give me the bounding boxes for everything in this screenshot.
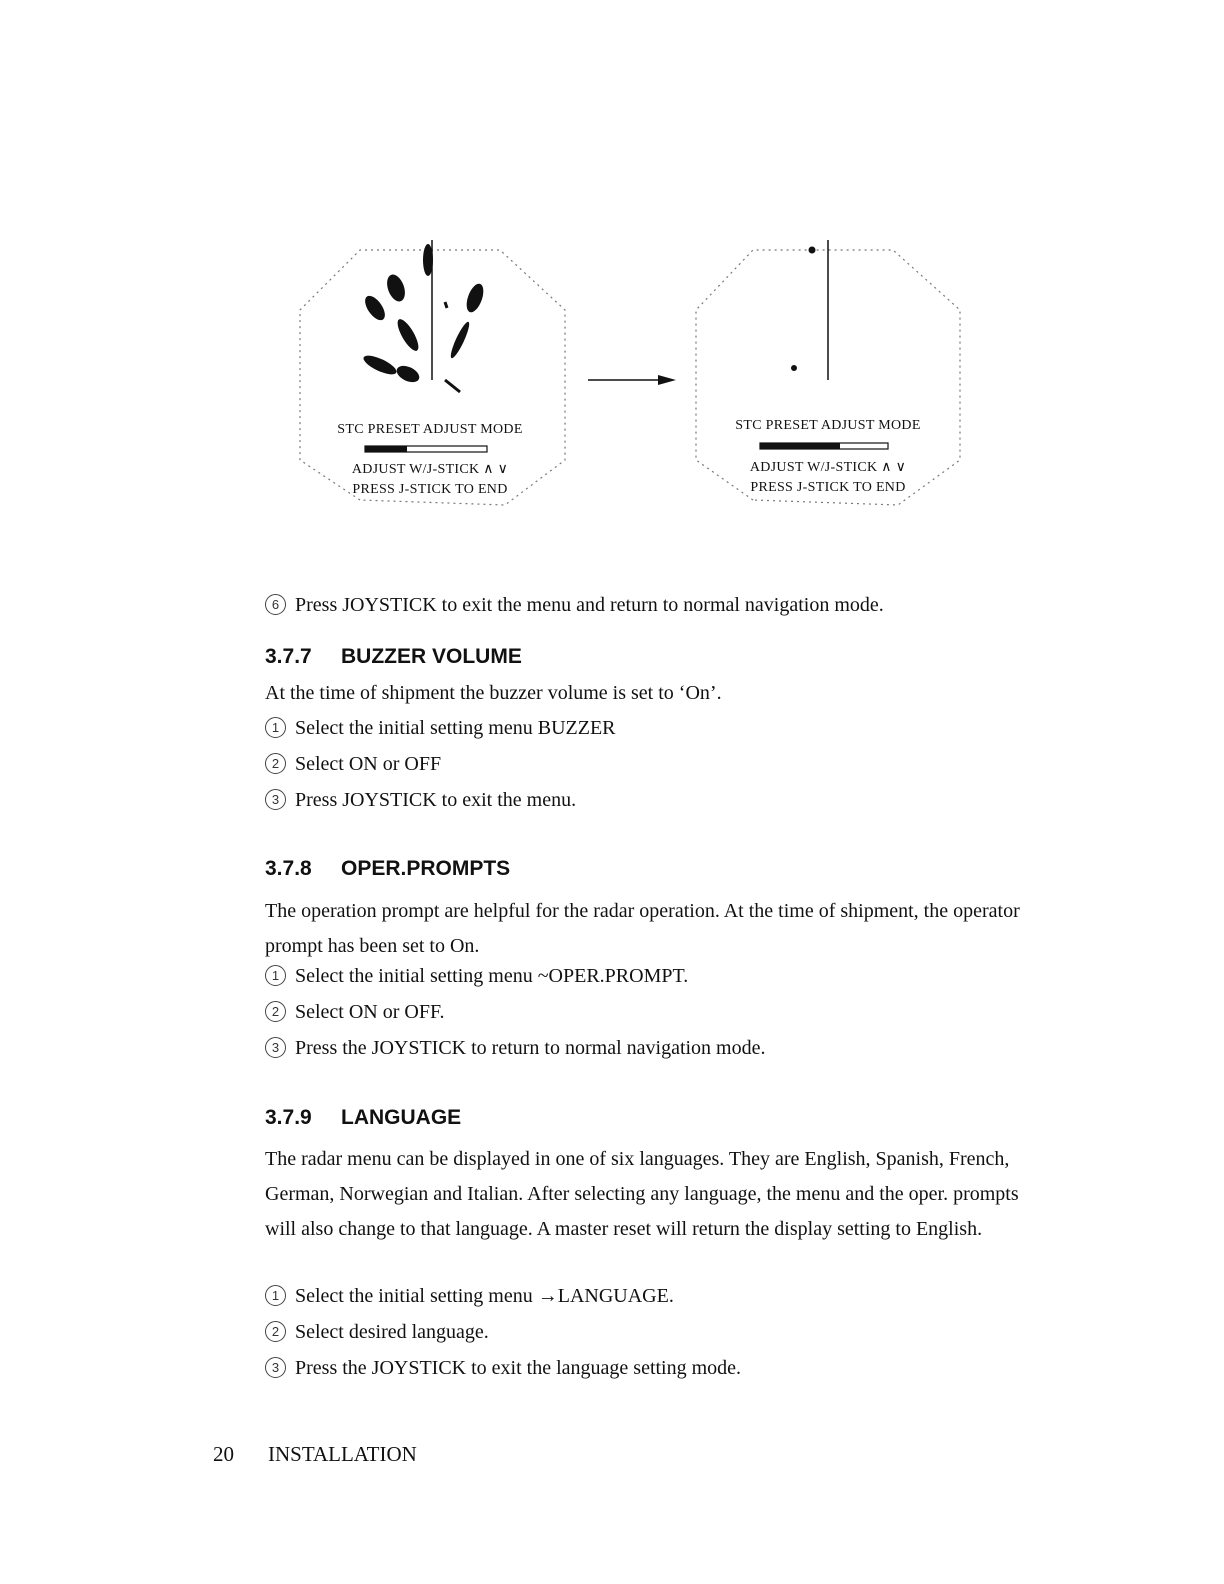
section-title: BUZZER VOLUME [341,645,522,668]
section-title: LANGUAGE [341,1106,462,1129]
step-text: Select ON or OFF [295,753,442,775]
step-text: Select desired language. [295,1321,489,1343]
screen-mode-text: STC PRESET ADJUST MODE [337,422,523,437]
step-text: Press JOYSTICK to exit the menu and return to normal navigation mode. [295,594,884,616]
screen-mode-text: STC PRESET ADJUST MODE [735,418,921,433]
step-text: Press the JOYSTICK to return to normal navigation mode. [295,1037,766,1059]
list-item [265,752,441,776]
radar-screen-before [290,230,570,520]
step-text: Select the initial setting menu →LANGUAGE. [295,1285,674,1307]
step-number: 2 [265,753,286,774]
screen-adjust-text: ADJUST W/J-STICK ∧ ∨ [749,460,907,475]
page-number: 20 [213,1442,234,1466]
step-text: Press the JOYSTICK to exit the language setting mode. [295,1357,742,1379]
step-number: 3 [265,1357,286,1378]
section-heading-prompts [265,857,510,881]
section-number: 3.7.9 [265,1106,312,1129]
screen-adjust-text: ADJUST W/J-STICK ∧ ∨ [351,462,509,477]
section-number: 3.7.8 [265,857,312,880]
list-item [265,788,576,812]
step-number: 3 [265,789,286,810]
list-item [265,1320,489,1344]
transition-arrow-icon [586,373,686,387]
section-title: OPER.PROMPTS [341,857,511,880]
screen-end-text: PRESS J-STICK TO END [352,482,508,497]
section-intro: The operation prompt are helpful for the radar operation. At the time of shipment, the operator prompt has been set to On. [265,900,1020,957]
step-number: 3 [265,1037,286,1058]
list-item [265,1356,741,1380]
radar-screen-after [688,230,968,520]
step-number: 1 [265,717,286,738]
step-text: Select the initial setting menu BUZZER [295,717,616,739]
stc-preset-figure [290,230,990,530]
step-text: Press JOYSTICK to exit the menu. [295,789,577,811]
section-heading-language [265,1106,461,1130]
step-number: 2 [265,1001,286,1022]
footer-section: INSTALLATION [268,1442,417,1466]
step-number: 1 [265,965,286,986]
section-intro: At the time of shipment the buzzer volume is set to ‘On’. [265,682,722,704]
list-item [265,1284,674,1308]
step-number: 6 [265,594,286,615]
section-heading-buzzer [265,645,522,669]
step-text: Select ON or OFF. [295,1001,445,1023]
list-item [265,1036,766,1060]
step-number: 1 [265,1285,286,1306]
list-item [265,1000,445,1024]
screen-end-text: PRESS J-STICK TO END [750,480,906,495]
step-6 [265,593,884,617]
section-number: 3.7.7 [265,645,312,668]
radar-screen-after-graphic [688,230,968,520]
step-text: Select the initial setting menu ~OPER.PROMPT. [295,965,689,987]
list-item [265,716,616,740]
section-intro: The radar menu can be displayed in one of six languages. They are English, Spanish, French, German, Norwegian and Italian. After selecting any language, the menu and the oper. prompts will also change to that language. A master reset will return the display setting to English. [265,1148,1019,1240]
list-item [265,964,688,988]
step-number: 2 [265,1321,286,1342]
